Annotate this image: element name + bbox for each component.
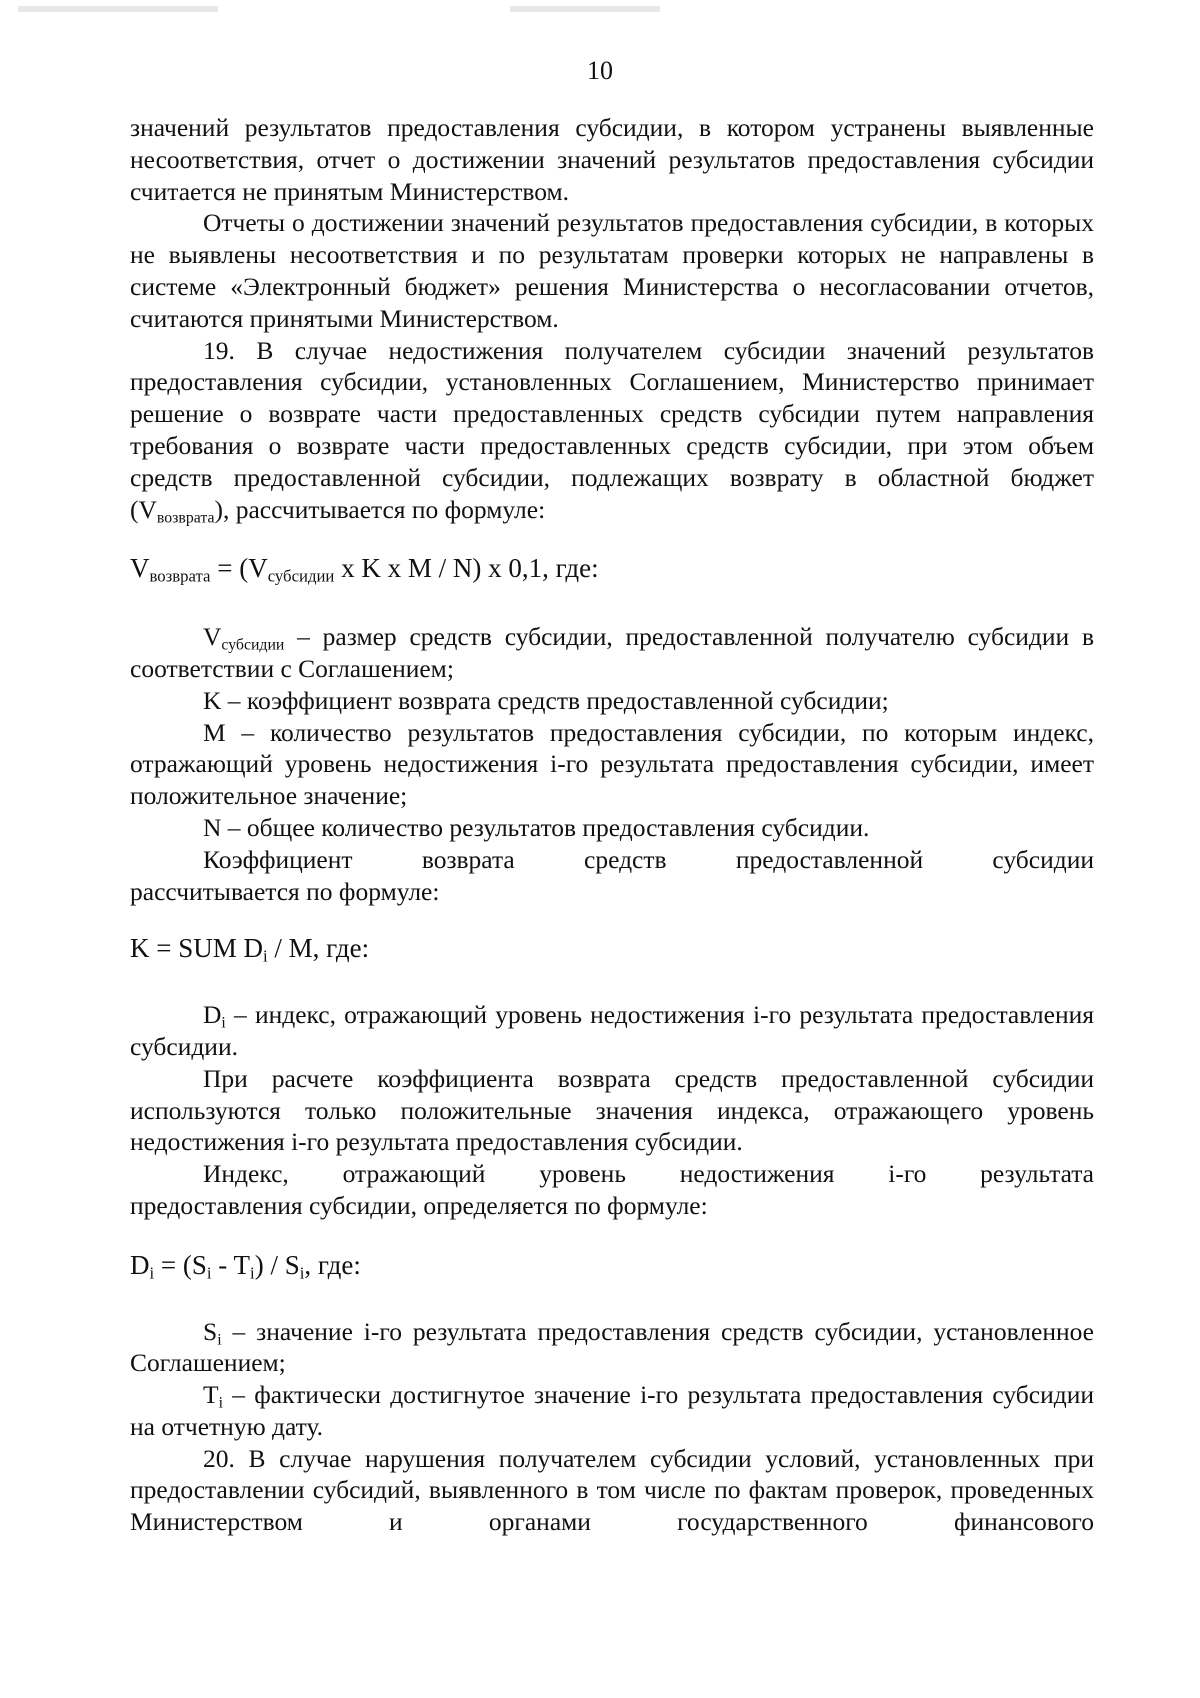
definition-si: $S_i$ – значение i-го результата предоставления средств субсидии, установленное Соглашением; <box>130 1316 1094 1378</box>
coefficient-intro-line: Коэффициент возврата средств предоставленной субсидии <box>203 844 1094 874</box>
scan-artifact <box>18 6 218 12</box>
coefficient-intro-line2: рассчитывается по формуле: <box>130 876 440 906</box>
paragraph-calc-note: При расчете коэффициента возврата средств предоставленной субсидии используются только положительные значения индекса, отражающего уровень недостижения i-го результата предоставления субсидии. <box>130 1063 1094 1157</box>
formula-di: $D_i = (S_i - T_i) / S_i$, где: <box>130 1249 361 1283</box>
formula-v-return: $V_{возврата} = (V_{субсидии}$ x K x M / N) x 0,1, где: <box>130 553 599 587</box>
definition-n: N – общее количество результатов предоставления субсидии. <box>203 812 870 842</box>
paragraph-reports-accepted: Отчеты о достижении значений результатов предоставления субсидии, в которых не выявлены несоответствия и по результатам проверки которых не направлены в системе «Электронный бюджет» решения Министерства о несогласовании отчетов, считаются принятыми Министерством. <box>130 208 1094 333</box>
definition-v-subsidy: $V_{субсидии}$ – размер средств субсидии, предоставленной получателю субсидии в соответствии с Соглашением; <box>130 622 1094 683</box>
definition-k: K – коэффициент возврата средств предоставленной субсидии; <box>203 685 889 715</box>
scan-artifact <box>510 6 660 12</box>
definition-di: $D_i$ – индекс, отражающий уровень недостижения i-го результата предоставления субсидии. <box>130 1000 1094 1061</box>
formula-k: K = SUM $D_i$ / M, где: <box>130 933 370 966</box>
index-intro-line: Индекс, отражающий уровень недостижения i-го результата <box>203 1159 1094 1189</box>
index-intro-line2: предоставления субсидии, определяется по формуле: <box>130 1190 708 1220</box>
definition-ti: $T_i$ – фактически достигнутое значение i-го результата предоставления субсидии на отчетную дату. <box>130 1380 1094 1441</box>
paragraph-continuation: значений результатов предоставления субсидии, в котором устранены выявленные несоответствия, отчет о достижении значений результатов предоставления субсидии считается не принятым Министерством. <box>130 113 1094 206</box>
paragraph-19: 19. В случае недостижения получателем субсидии значений результатов предоставления субсидии, установленных Соглашением, Министерство принимает решение о возврате части предоставленных средств субсидии путем направления требования о возврате части предоставленных средств субсидии, при этом объем средств предоставленной субсидии, подлежащих возврату в областной бюджет $(V_{возврата})$, рассчитывается по формуле: <box>130 335 1094 526</box>
paragraph-20: 20. В случае нарушения получателем субсидии условий, установленных при предоставлении субсидий, выявленного в том числе по фактам проверок, проведенных Министерством и органами государственного финансового <box>130 1443 1094 1537</box>
definition-m: M – количество результатов предоставления субсидии, по которым индекс, отражающий уровень недостижения i-го результата предоставления субсидии, имеет положительное значение; <box>130 717 1094 811</box>
document-body <box>130 112 1094 1538</box>
page-number: 10 <box>587 56 613 85</box>
